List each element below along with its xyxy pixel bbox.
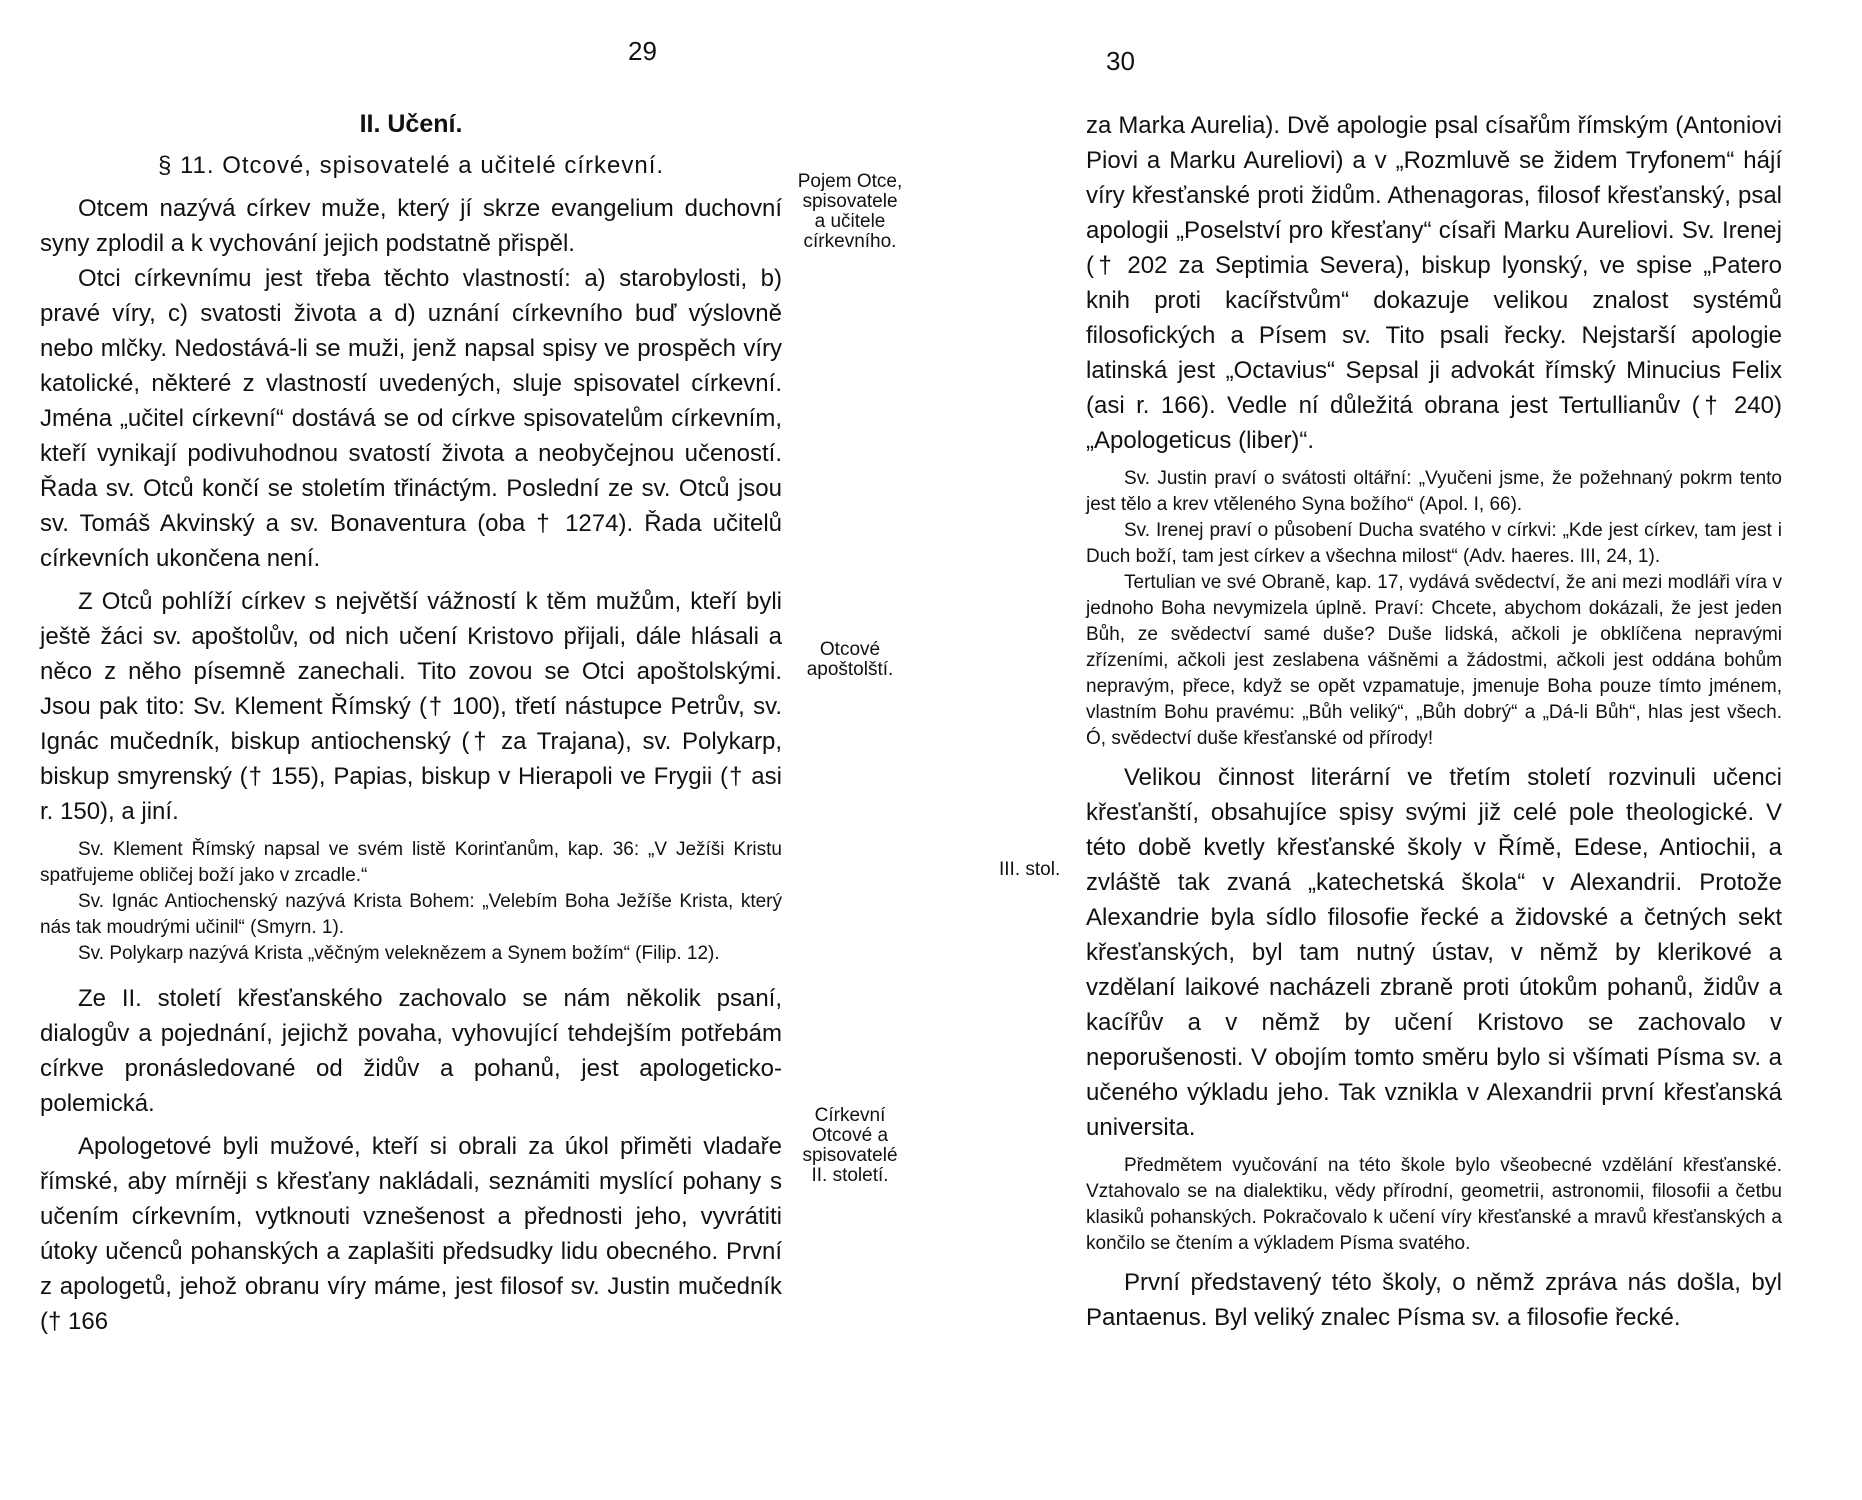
paragraph: Otcem nazývá církev muže, který jí skrze evangelium duchovní syny zplodil a k vychování jejich podstatně přispěl. (40, 195, 782, 257)
margin-note: Pojem Otce, spisovatele a učitele církevního. (797, 171, 903, 252)
page-number: 30 (1106, 46, 1135, 76)
paragraph: První představený této školy, o němž zpráva nás došla, byl Pantaenus. Byl veliký znalec Písma sv. a filosofie řecké. (1086, 1269, 1782, 1331)
paragraph: Velikou činnost literární ve třetím století rozvinuli učenci křesťanští, obsahujíce spisy svými již celé pole theologické. V této době kvetly křesťanské školy v Římě, Edese, Antiochii, a zvláště tak zvaná „katechetská škola“ v Alexandrii. Protože Alexandrie byla sídlo filosofie řecké a židovské a četných sekt křesťanských, byl tam nutný ústav, v němž by klerikové a vzdělaní laikové nacházeli zbraně proti útokům pohanů, židův a kacířův a v němž by učení Kristovo se zachovalo v neporušenosti. V obojím tomto směru bylo si všímati Písma sv. a učeného výkladu jeho. Tak vznikla v Alexandrii první křesťanská universita. (1086, 764, 1782, 1141)
note-paragraph: Předmětem vyučování na této škole bylo všeobecné vzdělání křesťanské. Vztahovalo se na dialektiku, vědy přírodní, geometrii, astronomii, filosofii a četbu klasiků pohanských. Pokračovalo k učení víry křesťanské a mravů křesťanských a končilo se čtením a výkladem Písma svatého. (1086, 1155, 1782, 1254)
note-paragraph: Tertulian ve své Obraně, kap. 17, vydává svědectví, že ani mezi modláři víra v jednoho Boha nevymizela úplně. Praví: Chcete, abychom dokázali, že jest jeden Bůh, ze svědectví samé duše? Duše lidská, ačkoli je obklíčena nepravými zřízeními, ačkoli jest zeslabena vášněmi a žádostmi, ačkoli jest oddána bohům nepravým, přece, když se opět vzpamatuje, jmenuje Boha pouze tímto jménem, vlastním Bohu pravému: „Bůh veliký“, „Bůh dobrý“ a „Dá-li Bůh“, hlas jest všech. Ó, svědectví duše křesťanské od přírody! (1086, 572, 1782, 749)
page-number: 29 (628, 36, 657, 66)
margin-note: Otcové apoštolští. (806, 639, 894, 680)
note-paragraph: Sv. Justin praví o svátosti oltářní: „Vyučeni jsme, že požehnaný pokrm tento jest tělo a krev vtěleného Syna božího“ (Apol. I, 66). (1086, 468, 1782, 515)
paragraph: Otci církevnímu jest třeba těchto vlastností: a) starobylosti, b) pravé víry, c) svatosti života a d) uznání církevního buď výslovně nebo mlčky. Nedostává-li se muži, jenž napsal spisy ve prospěch víry katolické, některé z vlastností uvedených, sluje spisovatel církevní. Jména „učitel církevní“ dostává se od církve spisovatelům církevním, kteří vynikají podivuhodnou svatostí života a neobyčejnou učeností. Řada sv. Otců končí se stoletím třináctým. Poslední ze sv. Otců jsou sv. Tomáš Akvinský a sv. Bonaventura (oba † 1274). Řada učitelů církevních ukončena není. (40, 265, 782, 572)
section-heading: § 11. Otcové, spisovatelé a učitelé církevní. (157, 152, 665, 179)
paragraph: Z Otců pohlíží církev s největší vážností k těm mužům, kteří byli ještě žáci sv. apoštolův, od nich učení Kristovo přijali, dále hlásali a něco z něho písemně zanechali. Tito zovou se Otci apoštolskými. Jsou pak tito: Sv. Klement Římský († 100), třetí nástupce Petrův, sv. Ignác mučedník, biskup antiochenský († za Trajana), sv. Polykarp, biskup smyrenský († 155), Papias, biskup v Hierapoli ve Frygii († asi r. 150), a jiní. (40, 588, 782, 825)
left-text-column (40, 110, 782, 1339)
right-text-column (1086, 108, 1782, 1335)
note-paragraph: Sv. Irenej praví o působení Ducha svatého v církvi: „Kde jest církev, tam jest i Duch boží, tam jest církev a všechna milost“ (Adv. haeres. III, 24, 1). (1086, 520, 1782, 567)
margin-note: III. stol. (999, 859, 1061, 880)
note-paragraph: Sv. Polykarp nazývá Krista „věčným veleknězem a Synem božím“ (Filip. 12). (78, 943, 720, 964)
paragraph: Apologetové byli mužové, kteří si obrali za úkol přiměti vladaře římské, aby mírněji s křesťany nakládali, seznámiti myslící pohany s učením církevním, vytknouti vznešenost a přednosti jeho, vyvrátiti útoky učenců pohanských a zaplašiti předsudky lidu obecného. První z apologetů, jehož obranu víry máme, jest filosof sv. Justin mučedník († 166 (40, 1133, 782, 1335)
chapter-heading: II. Učení. (359, 110, 463, 138)
note-paragraph: Sv. Ignác Antiochenský nazývá Krista Bohem: „Velebím Boha Ježíše Krista, který nás tak moudrými učinil“ (Smyrn. 1). (40, 891, 782, 938)
paragraph: za Marka Aurelia). Dvě apologie psal císařům římským (Antoniovi Piovi a Marku Aureliovi) a v „Rozmluvě se židem Tryfonem“ hájí víry křesťanské proti židům. Athenagoras, filosof křesťanský, psal apologii „Poselství pro křesťany“ císaři Marku Aureliovi. Sv. Irenej († 202 za Septimia Severa), biskup lyonský, ve spise „Patero knih proti kacířstvům“ dokazuje velikou znalost systémů filosofických a Písem sv. Tito psali řecky. Nejstarší apologie latinská jest „Octavius“ Sepsal ji advokát římský Minucius Felix (asi r. 166). Vedle ní důležitá obrana jest Tertullianův († 240) „Apologeticus (liber)“. (1086, 112, 1782, 454)
right-page (931, 0, 1862, 1500)
paragraph: Ze II. století křesťanského zachovalo se nám několik psaní, dialogův a pojednání, jejichž povaha, vyhovující tehdejším potřebám církve pronásledované od židův a pohanů, jest apologeticko-polemická. (40, 985, 782, 1117)
note-paragraph: Sv. Klement Římský napsal ve svém listě Korinťanům, kap. 36: „V Ježíši Kristu spatřujeme obličej boží jako v zrcadle.“ (40, 839, 782, 886)
margin-note: Církevní Otcové a spisovatelé II. století. (802, 1105, 898, 1186)
